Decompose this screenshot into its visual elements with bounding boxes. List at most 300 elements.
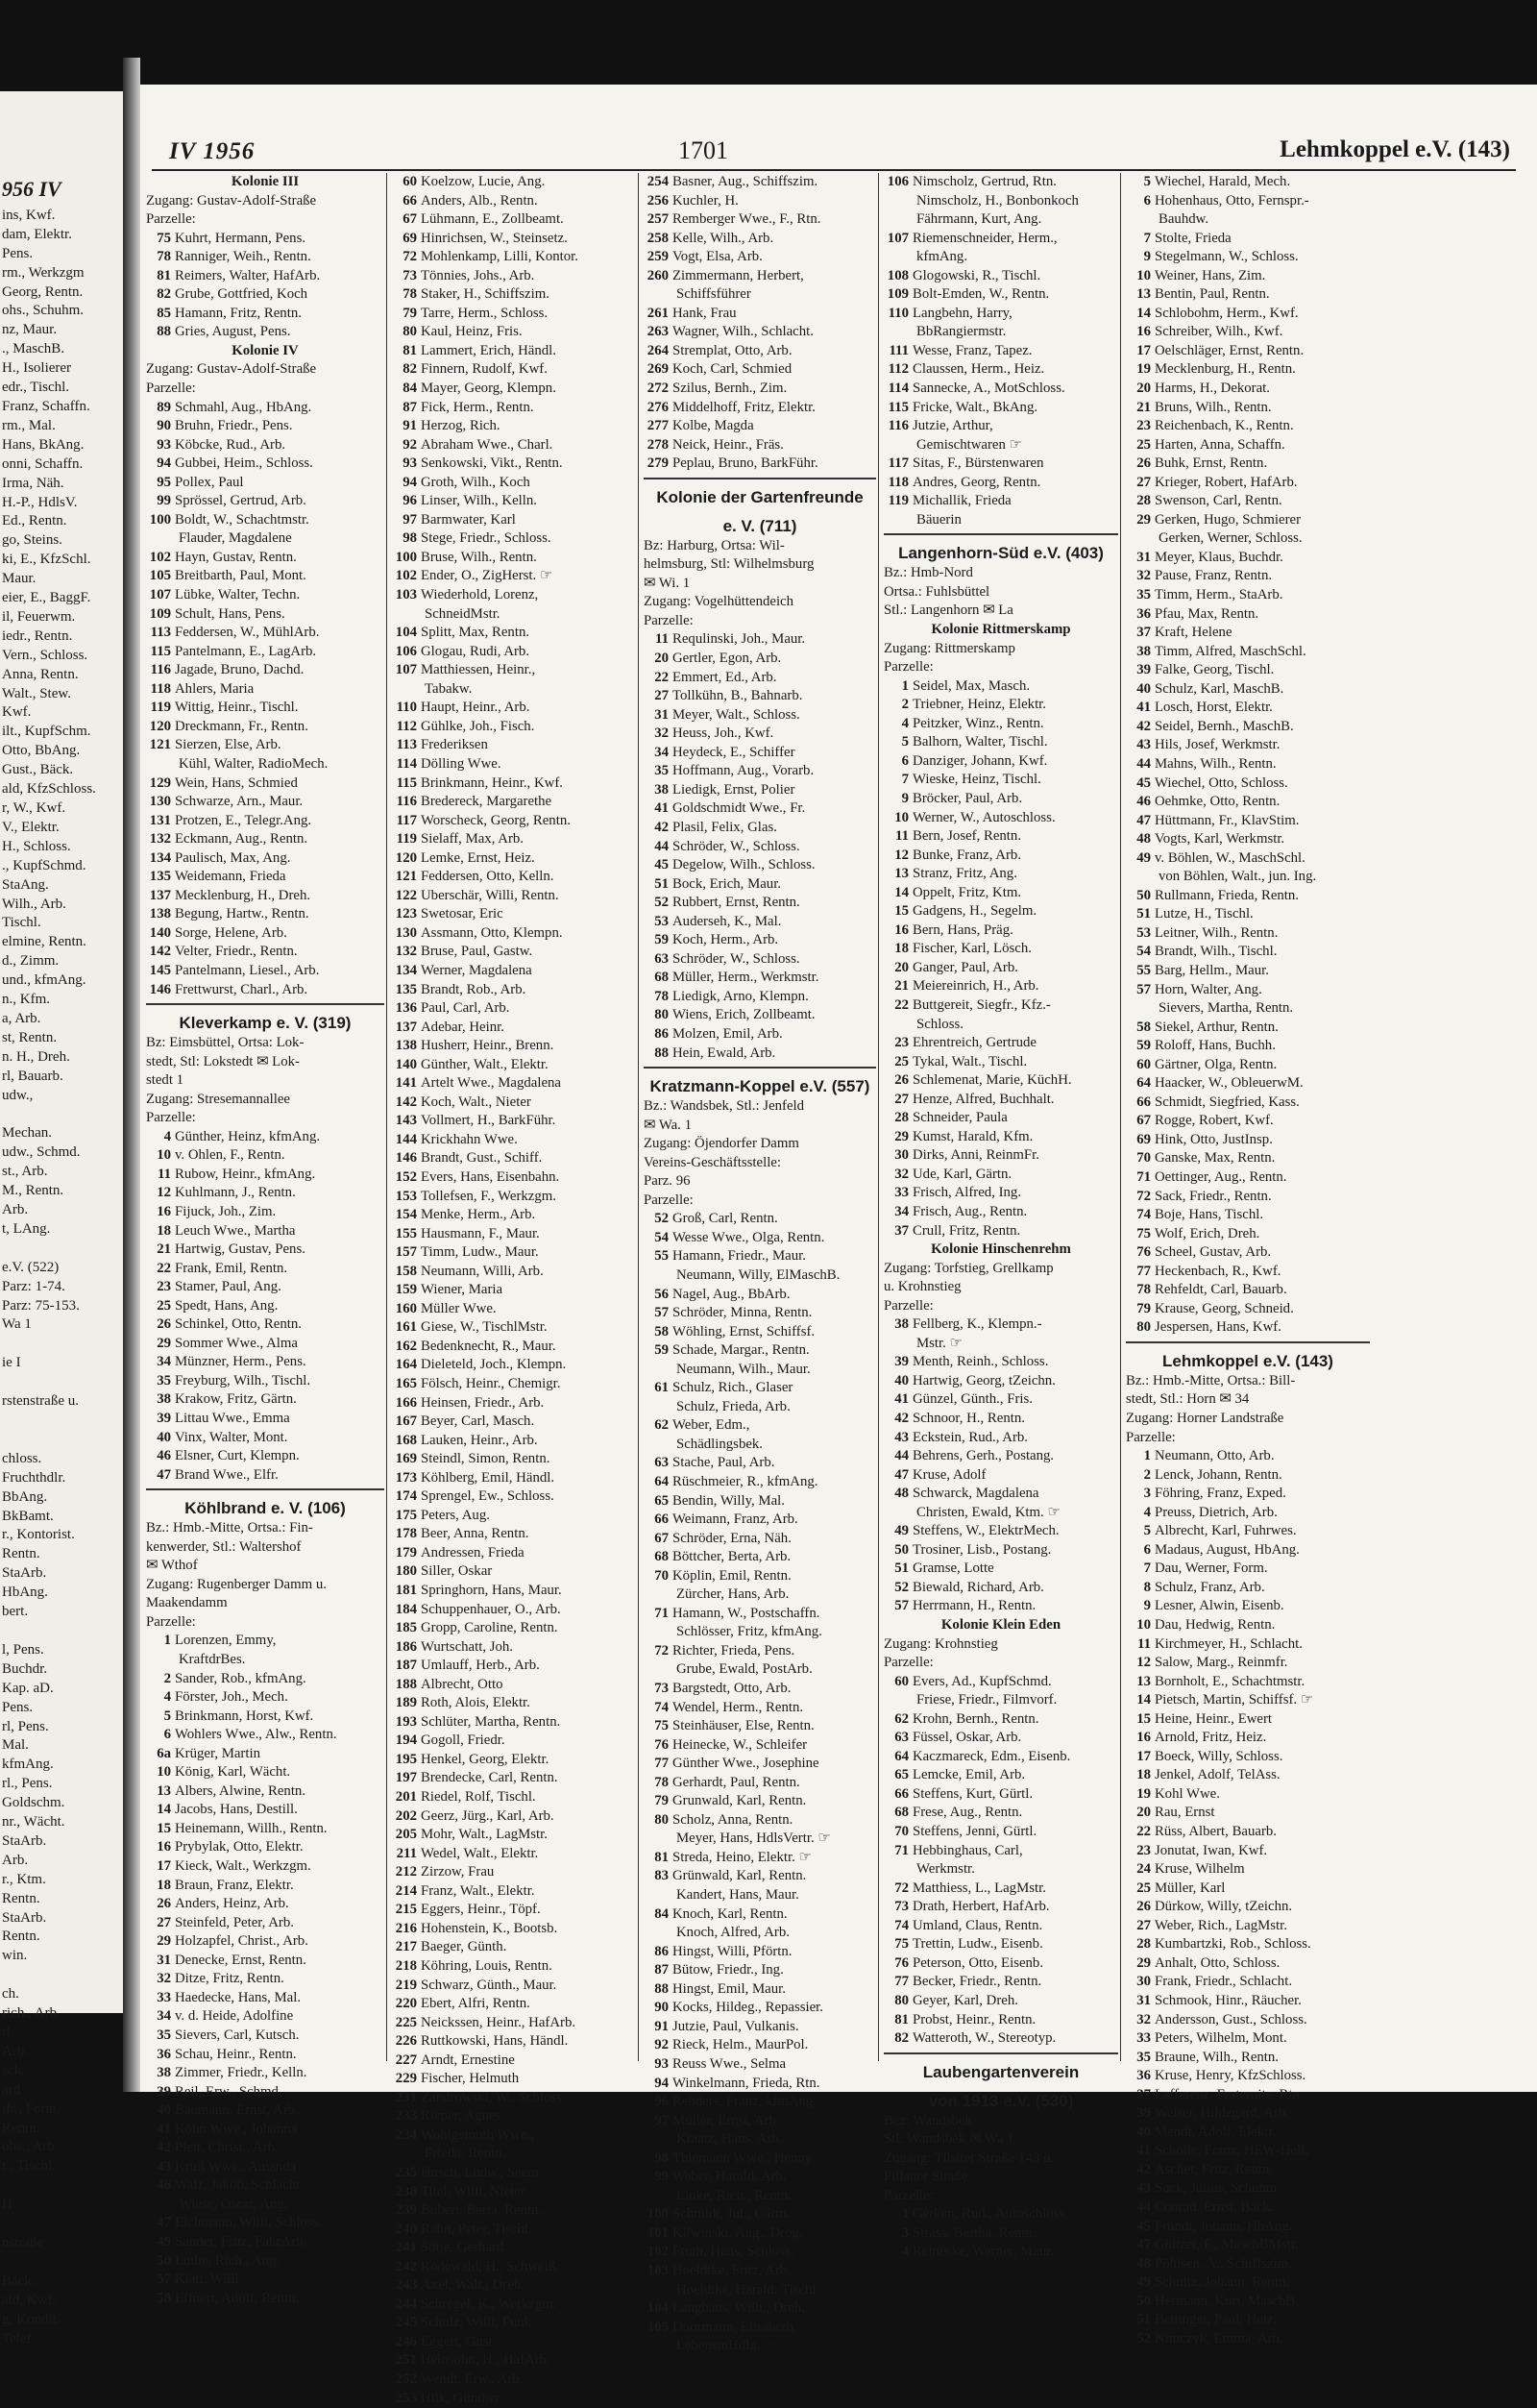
plot-entry	[884, 399, 1118, 418]
plot-number: 4	[901, 715, 909, 731]
plot-entry	[392, 2201, 636, 2221]
tenant-name: Wolf, Erich, Dreh.	[1155, 1225, 1260, 1241]
plot-number: 152	[395, 1168, 417, 1185]
plot-number: 67	[654, 1530, 669, 1546]
tenant-name: Bargstedt, Otto, Arb.	[672, 1681, 792, 1697]
directory-page	[140, 85, 1537, 2406]
tenant-name: Bröcker, Paul, Arb.	[913, 790, 1023, 806]
tenant-name: Albers, Alwine, Rentn.	[175, 1782, 306, 1799]
tenant-name: Andres, Georg, Rentn.	[913, 474, 1041, 490]
plot-entry	[1126, 1243, 1370, 1263]
plot-number: 78	[654, 988, 669, 1004]
plot-number: 31	[1136, 549, 1151, 565]
plot-entry	[392, 436, 636, 455]
tenant-name: Rubbert, Ernst, Rentn.	[672, 895, 800, 911]
tenant-name: Barmwater, Karl	[421, 511, 516, 528]
tenant-name: Heckenbach, R., Kwf.	[1155, 1263, 1281, 1279]
tenant-name: Artelt Wwe., Magdalena	[421, 1075, 561, 1092]
plot-entry	[392, 2014, 636, 2033]
plot-entry	[146, 1801, 384, 1820]
plot-entry	[392, 1807, 636, 1827]
tenant-name: Pantelmann, Liesel., Arb.	[175, 962, 320, 978]
tenant-name: Jacobs, Hans, Destill.	[175, 1802, 298, 1818]
plot-number: 8	[1143, 1579, 1151, 1595]
tenant-name: Werner, W., Autoschloss.	[913, 809, 1056, 825]
tenant-name: Bruse, Wilh., Rentn.	[421, 549, 537, 565]
plot-entry	[1126, 1710, 1370, 1730]
tenant-name: Bedenknecht, R., Maur.	[421, 1338, 556, 1354]
tenant-name: Staker, H., Schiffszim.	[421, 286, 549, 303]
plot-number: 263	[647, 324, 669, 340]
plot-entry	[146, 887, 384, 906]
plot-number: 47	[894, 1466, 909, 1483]
tenant-name: Reimers, Walter, HafArb.	[175, 267, 321, 283]
plot-number: 43	[894, 1429, 909, 1445]
plot-number: 120	[395, 849, 417, 866]
plot-number: 16	[157, 1203, 171, 1219]
plot-number: 48	[1136, 831, 1151, 848]
tenant-name: Timm, Alfred, MaschSchl.	[1155, 643, 1306, 659]
tenant-name: Pollex, Paul	[175, 474, 244, 490]
plot-entry	[1126, 1447, 1370, 1466]
plot-entry	[884, 1804, 1118, 1823]
plot-number: 113	[396, 737, 417, 753]
plot-entry	[644, 838, 876, 857]
tenant-name: Pfau, Max, Rentn.	[1155, 605, 1259, 622]
plot-number: 130	[149, 794, 171, 810]
plot-number: 4	[163, 1689, 171, 1706]
plot-entry	[1126, 943, 1370, 962]
plot-number: 194	[395, 1732, 417, 1749]
tenant-name: Hoffmann, Aug., Vorarb.	[672, 763, 815, 779]
tenant-name: Schau, Heinr., Rentn.	[175, 2046, 297, 2062]
plot-number: 49	[894, 1523, 909, 1539]
plot-entry	[392, 774, 636, 794]
plot-number: 38	[157, 1391, 171, 1408]
plot-number: 36	[157, 2046, 171, 2062]
association-info-line: Maakendamm	[146, 1595, 228, 1611]
tenant-name: Schröder, W., Schloss.	[672, 950, 800, 967]
plot-number: 101	[647, 2224, 669, 2241]
plot-number: 11	[895, 828, 909, 845]
tenant-name: Feddersen, W., MühlArb.	[175, 625, 320, 641]
tenant-name: Roloff, Hans, Buchh.	[1155, 1038, 1276, 1054]
tenant-name: Evers, Ad., KupfSchmd.	[913, 1673, 1052, 1689]
association-info-line: Vereins-Geschäftsstelle:	[644, 1154, 781, 1170]
tenant-name: Senkowski, Vikt., Rentn.	[421, 455, 563, 472]
tenant-name: Abraham Wwe., Charl.	[421, 436, 553, 453]
tenant-name: Rodewald, H., Schweiß.	[421, 2258, 559, 2274]
plot-entry	[884, 492, 1118, 511]
plot-entry	[392, 210, 636, 230]
plot-entry	[644, 1961, 876, 1980]
plot-number: 29	[1136, 511, 1151, 528]
plot-number: 87	[403, 399, 417, 415]
plot-entry	[146, 567, 384, 586]
plot-number: 10	[1136, 267, 1151, 283]
plot-entry	[884, 2011, 1118, 2030]
tenant-name: Bentin, Paul, Rentn.	[1155, 286, 1270, 303]
tenant-name: Harten, Anna, Schaffn.	[1155, 436, 1285, 453]
plot-entry	[1126, 1466, 1370, 1486]
plot-number: 251	[395, 2352, 417, 2369]
plot-number: 75	[654, 1718, 669, 1734]
tenant-name: Adebar, Heinr.	[421, 1019, 504, 1035]
tenant-name: Effnert, Adolf, Rentn.	[175, 2290, 300, 2306]
plot-entry	[884, 360, 1118, 380]
plot-entry	[1126, 1804, 1370, 1823]
plot-number: 32	[654, 725, 669, 742]
plot-entry	[1126, 605, 1370, 625]
tenant-name: Titel, Willi, Nieter	[421, 2183, 525, 2199]
tenant-name: Jutzie, Paul, Vulkanis.	[672, 2018, 799, 2034]
left-page-line: t., Tischl.	[2, 2158, 56, 2175]
plot-number: 10	[1136, 1617, 1151, 1634]
tenant-name: Sprössel, Gertrud, Arb.	[175, 493, 306, 509]
plot-number: 27	[894, 1091, 909, 1107]
plot-entry	[644, 1286, 876, 1305]
plot-entry	[392, 1243, 636, 1263]
plot-entry	[146, 1820, 384, 1839]
section-divider	[644, 1067, 876, 1069]
plot-number: 40	[1136, 2124, 1151, 2140]
plot-number: 35	[157, 2027, 171, 2043]
tenant-name: Fick, Herm., Rentn.	[421, 399, 534, 415]
plot-entry	[392, 2239, 636, 2258]
tenant-name: Oelschläger, Ernst, Rentn.	[1155, 342, 1305, 358]
plot-number: 187	[395, 1658, 417, 1674]
tenant-name: Weiser, Hildegard, Arb.	[1155, 2105, 1289, 2122]
tenant-name: Ganske, Max, Rentn.	[1155, 1150, 1276, 1167]
plot-entry	[146, 793, 384, 812]
left-page-line: Mal.	[2, 1737, 29, 1754]
tenant-name: Streda, Heino, Elektr. ☞	[672, 1849, 812, 1865]
plot-number: 30	[894, 1147, 909, 1164]
plot-number: 1	[901, 2206, 909, 2223]
plot-entry	[392, 1788, 636, 1807]
plot-entry	[1126, 248, 1370, 267]
plot-number: 29	[894, 1128, 909, 1144]
left-page-line: ald, KfzSchloss.	[2, 781, 96, 798]
plot-entry	[884, 1203, 1118, 1222]
left-page-line: StaArb.	[2, 1909, 47, 1926]
tenant-name: Probst, Heinr., Rentn.	[913, 2011, 1037, 2027]
plot-number: 20	[654, 651, 669, 667]
plot-entry	[644, 2093, 876, 2112]
tenant-name: Goldschmidt Wwe., Fr.	[672, 800, 806, 817]
plot-number: 27	[157, 1914, 171, 1930]
plot-number: 32	[894, 1166, 909, 1182]
plot-entry	[146, 2101, 384, 2121]
tenant-name: Harms, H., Dekorat.	[1155, 381, 1270, 397]
tenant-name: Sievers, Carl, Kutsch.	[175, 2027, 300, 2043]
tenant-name: Oppelt, Fritz, Ktm.	[913, 884, 1022, 900]
plot-number: 121	[395, 869, 417, 885]
plot-entry	[1126, 793, 1370, 812]
plot-number: 143	[395, 1113, 417, 1129]
plot-number: 1	[1143, 1448, 1151, 1464]
plot-entry	[1126, 192, 1370, 211]
tenant-name: Wohlers Wwe., Alw., Rentn.	[175, 1727, 337, 1743]
plot-number: 57	[654, 1305, 669, 1321]
plot-entry	[1126, 2011, 1370, 2030]
plot-number: 240	[395, 2221, 417, 2237]
plot-number: 28	[894, 1110, 909, 1126]
plot-entry	[1126, 2199, 1370, 2218]
column-2	[392, 173, 636, 2408]
association-info-line: Stl.: Langenhorn ✉ La	[884, 602, 1013, 619]
plot-entry	[1126, 1823, 1370, 1842]
plot-entry	[1126, 1616, 1370, 1635]
tenant-name: Heinecke, W., Schleifer	[672, 1736, 808, 1753]
plot-entry	[392, 981, 636, 1000]
tenant-name: Hank, Frau	[672, 305, 737, 321]
tenant-name: Göltzer, F., MaschBMstr.	[1155, 2237, 1299, 2253]
plot-number: 43	[1136, 2180, 1151, 2197]
plot-number: 238	[395, 2183, 417, 2199]
tenant-name: Peplau, Bruno, BarkFühr.	[672, 455, 818, 472]
plot-entry	[1126, 1225, 1370, 1244]
tenant-name: Boeck, Willy, Schloss.	[1155, 1748, 1283, 1764]
tenant-name: Weber, Harald, Arb.	[672, 2169, 787, 2185]
plot-number: 61	[654, 1380, 669, 1396]
column-divider	[878, 173, 879, 2061]
plot-entry	[884, 2224, 1118, 2244]
plot-entry	[644, 248, 876, 267]
plot-entry	[644, 875, 876, 895]
plot-number: 32	[1136, 2011, 1151, 2027]
tenant-name: Brandt, Rob., Arb.	[421, 981, 526, 997]
plot-number: 51	[1136, 906, 1151, 922]
tenant-name: Rieper, Agnes	[421, 2108, 501, 2125]
plot-number: 118	[150, 680, 171, 697]
plot-number: 51	[894, 1560, 909, 1577]
tenant-name: Heinsohn, H., HafArb.	[421, 2352, 550, 2369]
association-info-line: stedt, Stl: Lokstedt ✉ Lok-	[146, 1053, 300, 1069]
tenant-name: Geyer, Karl, Dreh.	[913, 1992, 1018, 2008]
plot-entry	[1126, 2273, 1370, 2293]
tenant-name: Lutze, H., Tischl.	[1155, 906, 1254, 922]
tenant-name: Herzog, Rich.	[421, 418, 500, 434]
tenant-name: Schlemenat, Marie, KüchH.	[913, 1072, 1072, 1089]
plot-number: 9	[1143, 249, 1151, 265]
plot-entry	[644, 856, 876, 875]
plot-entry	[146, 1260, 384, 1279]
tenant-name: Lemcke, Emil, Arb.	[913, 1767, 1026, 1783]
tenant-name: Arndt, Ernestine	[421, 2052, 515, 2068]
plot-entry	[644, 2112, 876, 2131]
plot-entry	[392, 2314, 636, 2333]
plot-entry	[1126, 342, 1370, 361]
tenant-name: Sommer Wwe., Alma	[175, 1335, 298, 1351]
plot-number: 70	[894, 1824, 909, 1840]
plot-number: 74	[654, 1699, 669, 1715]
plot-entry	[146, 1989, 384, 2008]
plot-entry	[644, 2205, 876, 2224]
tenant-name: Wöhling, Ernst, Schiffsf.	[672, 1323, 816, 1339]
plot-number: 173	[395, 1469, 417, 1486]
plot-entry	[644, 1849, 876, 1868]
plot-number: 119	[396, 831, 417, 848]
plot-number: 100	[149, 511, 171, 528]
plot-number: 188	[395, 1676, 417, 1692]
left-page-line: rl., Pens.	[2, 1776, 53, 1792]
tenant-name: Kocks, Hildeg., Repassier.	[672, 2000, 823, 2016]
plot-entry	[1126, 1785, 1370, 1805]
association-info-line: Parzelle:	[884, 659, 934, 676]
plot-entry	[146, 1278, 384, 1297]
tenant-name: Hils, Josef, Werkmstr.	[1155, 737, 1281, 753]
plot-entry	[146, 1184, 384, 1203]
plot-number: 52	[1136, 2330, 1151, 2347]
plot-entry	[1126, 2311, 1370, 2330]
tenant-name: Finnern, Rudolf, Kwf.	[421, 361, 548, 378]
tenant-name: Oettinger, Aug., Rentn.	[1155, 1168, 1287, 1185]
plot-number: 22	[157, 1260, 171, 1276]
plot-entry	[392, 323, 636, 342]
plot-number: 67	[403, 211, 417, 228]
plot-entry	[392, 2070, 636, 2089]
plot-entry	[392, 1188, 636, 1207]
tenant-name: Wesse, Franz, Tapez.	[913, 342, 1033, 358]
association-info-line: kenwerder, Stl.: Waltershof	[146, 1538, 302, 1555]
left-page-line: Fruchthdlr.	[2, 1469, 66, 1486]
plot-number: 64	[1136, 1075, 1151, 1092]
plot-entry	[884, 1109, 1118, 1128]
tenant-name: Arnold, Fritz, Heiz.	[1155, 1730, 1267, 1746]
tenant-name: Andersson, Gust., Schloss.	[1155, 2011, 1307, 2027]
plot-number: 253	[395, 2390, 417, 2406]
tenant-name: Salow, Marg., Reinmfr.	[1155, 1655, 1288, 1671]
plot-number: 2	[901, 697, 909, 713]
tenant-name: Kuhrt, Hermann, Pens.	[175, 230, 306, 246]
plot-number: 4	[901, 2244, 909, 2260]
plot-entry	[146, 1447, 384, 1466]
plot-number: 77	[1136, 1263, 1151, 1279]
plot-number: 80	[1136, 1319, 1151, 1336]
plot-entry	[644, 1454, 876, 1473]
tenant-name: Stremplat, Otto, Arb.	[672, 342, 793, 358]
plot-number: 39	[157, 2083, 171, 2100]
tenant-name: Brinkmann, Horst, Kwf.	[175, 1708, 314, 1724]
tenant-name: Bruse, Paul, Gastw.	[421, 944, 533, 960]
plot-entry	[392, 2126, 636, 2146]
plot-number: 20	[1136, 1805, 1151, 1821]
left-page-line: Vern., Schloss.	[2, 647, 88, 663]
plot-number: 132	[395, 944, 417, 960]
tenant-name: Rullmann, Frieda, Rentn.	[1155, 887, 1300, 903]
tenant-name: Köplin, Emil, Rentn.	[672, 1567, 792, 1584]
plot-entry	[1126, 2161, 1370, 2180]
tenant-name: Lammert, Erich, Händl.	[421, 342, 556, 358]
plot-entry	[146, 399, 384, 418]
plot-entry	[644, 1755, 876, 1774]
plot-entry	[392, 1037, 636, 1056]
plot-number: 93	[403, 455, 417, 472]
plot-number: 74	[1136, 1207, 1151, 1223]
entry-continuation: Bäuerin	[916, 511, 962, 528]
plot-number: 13	[894, 866, 909, 882]
tenant-name: Zimmer, Friedr., Kelln.	[175, 2065, 307, 2081]
plot-number: 27	[1136, 474, 1151, 490]
tenant-name: Koch, Walt., Nieter	[421, 1093, 531, 1110]
association-info-line: Parzelle:	[884, 1297, 934, 1314]
plot-number: 100	[395, 549, 417, 565]
plot-entry	[644, 2319, 876, 2338]
plot-entry	[884, 455, 1118, 474]
plot-number: 141	[395, 1075, 417, 1092]
tenant-name: Meiereinrich, H., Arb.	[913, 978, 1039, 995]
plot-number: 114	[888, 381, 909, 397]
plot-number: 51	[1136, 2312, 1151, 2328]
plot-number: 57	[1136, 981, 1151, 997]
colony-subheading: Kolonie Hinschenrehm	[931, 1241, 1071, 1258]
plot-entry	[392, 399, 636, 418]
plot-entry	[392, 755, 636, 774]
tenant-name: Heine, Heinr., Ewert	[1155, 1710, 1273, 1727]
left-page-line: iedr., Rentn.	[2, 627, 73, 644]
plot-number: 73	[403, 267, 417, 283]
plot-entry	[392, 1394, 636, 1413]
association-info-line: Zugang: Stresemannallee	[146, 1091, 290, 1107]
left-page-line: ., MaschB.	[2, 341, 64, 357]
plot-number: 137	[149, 887, 171, 903]
plot-entry	[644, 2018, 876, 2037]
plot-entry	[884, 1880, 1118, 1899]
plot-number: 99	[157, 493, 171, 509]
plot-entry	[392, 812, 636, 831]
plot-number: 122	[395, 887, 417, 903]
plot-number: 83	[654, 1868, 669, 1884]
tenant-name: Sannecke, A., MotSchloss.	[913, 381, 1065, 397]
plot-entry	[392, 1676, 636, 1695]
tenant-name: Schultz, Johann, Rentn.	[1155, 2274, 1290, 2291]
tenant-name: Scholz, Anna, Rentn.	[672, 1811, 793, 1828]
book-gutter	[123, 58, 140, 2092]
plot-entry	[392, 586, 636, 605]
plot-number: 6	[901, 752, 909, 769]
plot-entry	[644, 1717, 876, 1736]
plot-number: 195	[395, 1751, 417, 1767]
tenant-name: Schinkel, Otto, Rentn.	[175, 1316, 302, 1333]
tenant-name: Kruse, Henry, KfzSchloss.	[1155, 2068, 1306, 2084]
plot-number: 49	[1136, 849, 1151, 866]
tenant-name: Gries, August, Pens.	[175, 324, 291, 340]
plot-entry	[146, 2064, 384, 2083]
plot-number: 4	[163, 1128, 171, 1144]
plot-entry	[884, 1166, 1118, 1185]
plot-entry	[884, 1842, 1118, 1861]
tenant-name: Basner, Aug., Schiffszim.	[672, 174, 818, 189]
entry-continuation: Gemischtwaren ☞	[916, 436, 1022, 453]
left-page-line: Gust., Bäck.	[2, 762, 74, 778]
plot-entry	[146, 455, 384, 474]
plot-number: 72	[894, 1880, 909, 1896]
plot-number: 35	[1136, 587, 1151, 603]
entry-continuation: Schlösser, Fritz, kfmAng.	[676, 1624, 822, 1640]
plot-number: 110	[888, 305, 909, 321]
tenant-name: Kolbe, Magda	[672, 418, 754, 434]
tenant-name: Umlauff, Herb., Arb.	[421, 1658, 540, 1674]
plot-number: 217	[395, 1939, 417, 1955]
plot-entry	[1126, 1093, 1370, 1113]
tenant-name: Lesner, Alwin, Eisenb.	[1155, 1598, 1284, 1614]
entry-continuation: KraftdrBes.	[179, 1652, 246, 1668]
tenant-name: Hayn, Gustav, Rentn.	[175, 549, 297, 565]
plot-number: 77	[654, 1756, 669, 1772]
tenant-name: Köhlberg, Emil, Händl.	[421, 1469, 555, 1486]
left-page-line: ifr., Form.	[2, 2101, 61, 2117]
